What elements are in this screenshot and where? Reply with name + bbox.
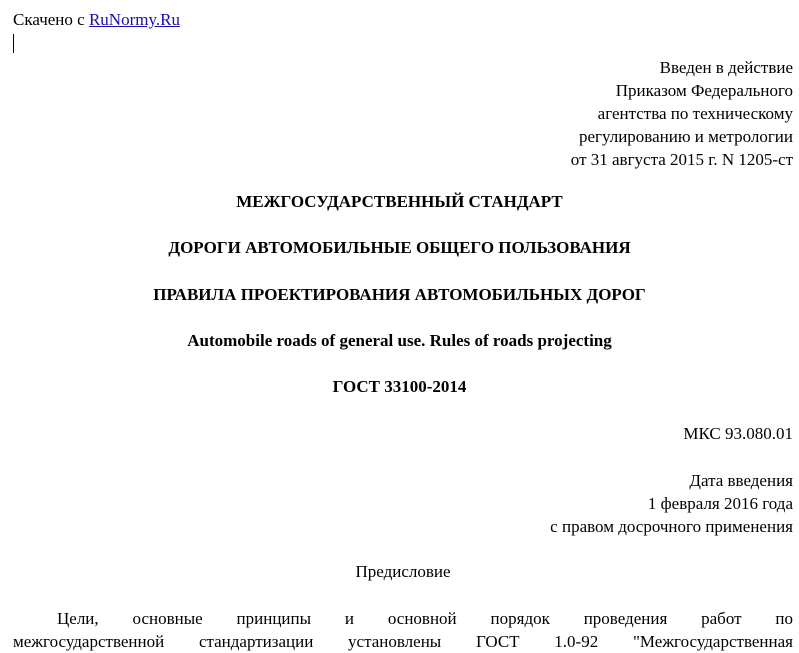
date-line: 1 февраля 2016 года [647, 494, 793, 513]
enactment-line: регулированию и метрологии [578, 127, 793, 146]
source-line [13, 9, 180, 31]
paragraph-line: межгосударственной стандартизации установлены ГОСТ 1.0-92 "Межгосударственная [13, 632, 793, 651]
date-line: с правом досрочного применения [550, 517, 793, 536]
enactment-block [571, 56, 793, 171]
preface-paragraph [13, 607, 793, 653]
enactment-line: агентства по техническому [597, 104, 793, 123]
enactment-line: от 31 августа 2015 г. N 1205-ст [570, 150, 793, 169]
enactment-line: Введен в действие [659, 58, 793, 77]
document-subtitle: ПРАВИЛА ПРОЕКТИРОВАНИЯ АВТОМОБИЛЬНЫХ ДОРОГ [153, 285, 646, 304]
document-title: ДОРОГИ АВТОМОБИЛЬНЫЕ ОБЩЕГО ПОЛЬЗОВАНИЯ [168, 238, 631, 257]
english-title: Automobile roads of general use. Rules of roads projecting [187, 331, 612, 350]
standard-type-heading: МЕЖГОСУДАРСТВЕННЫЙ СТАНДАРТ [236, 192, 563, 211]
introduction-date-block [550, 469, 793, 538]
preface-title: Предисловие [355, 562, 451, 581]
gost-number: ГОСТ 33100-2014 [332, 377, 467, 396]
paragraph-line: Цели, основные принципы и основной порядок проведения работ по [57, 609, 793, 628]
enactment-line: Приказом Федерального [615, 81, 793, 100]
runormy-link[interactable]: RuNormy.Ru [88, 10, 180, 29]
source-prefix: Скачено с [13, 10, 85, 29]
date-line: Дата введения [689, 471, 793, 490]
mks-code: МКС 93.080.01 [683, 424, 793, 443]
text-cursor [13, 34, 14, 53]
